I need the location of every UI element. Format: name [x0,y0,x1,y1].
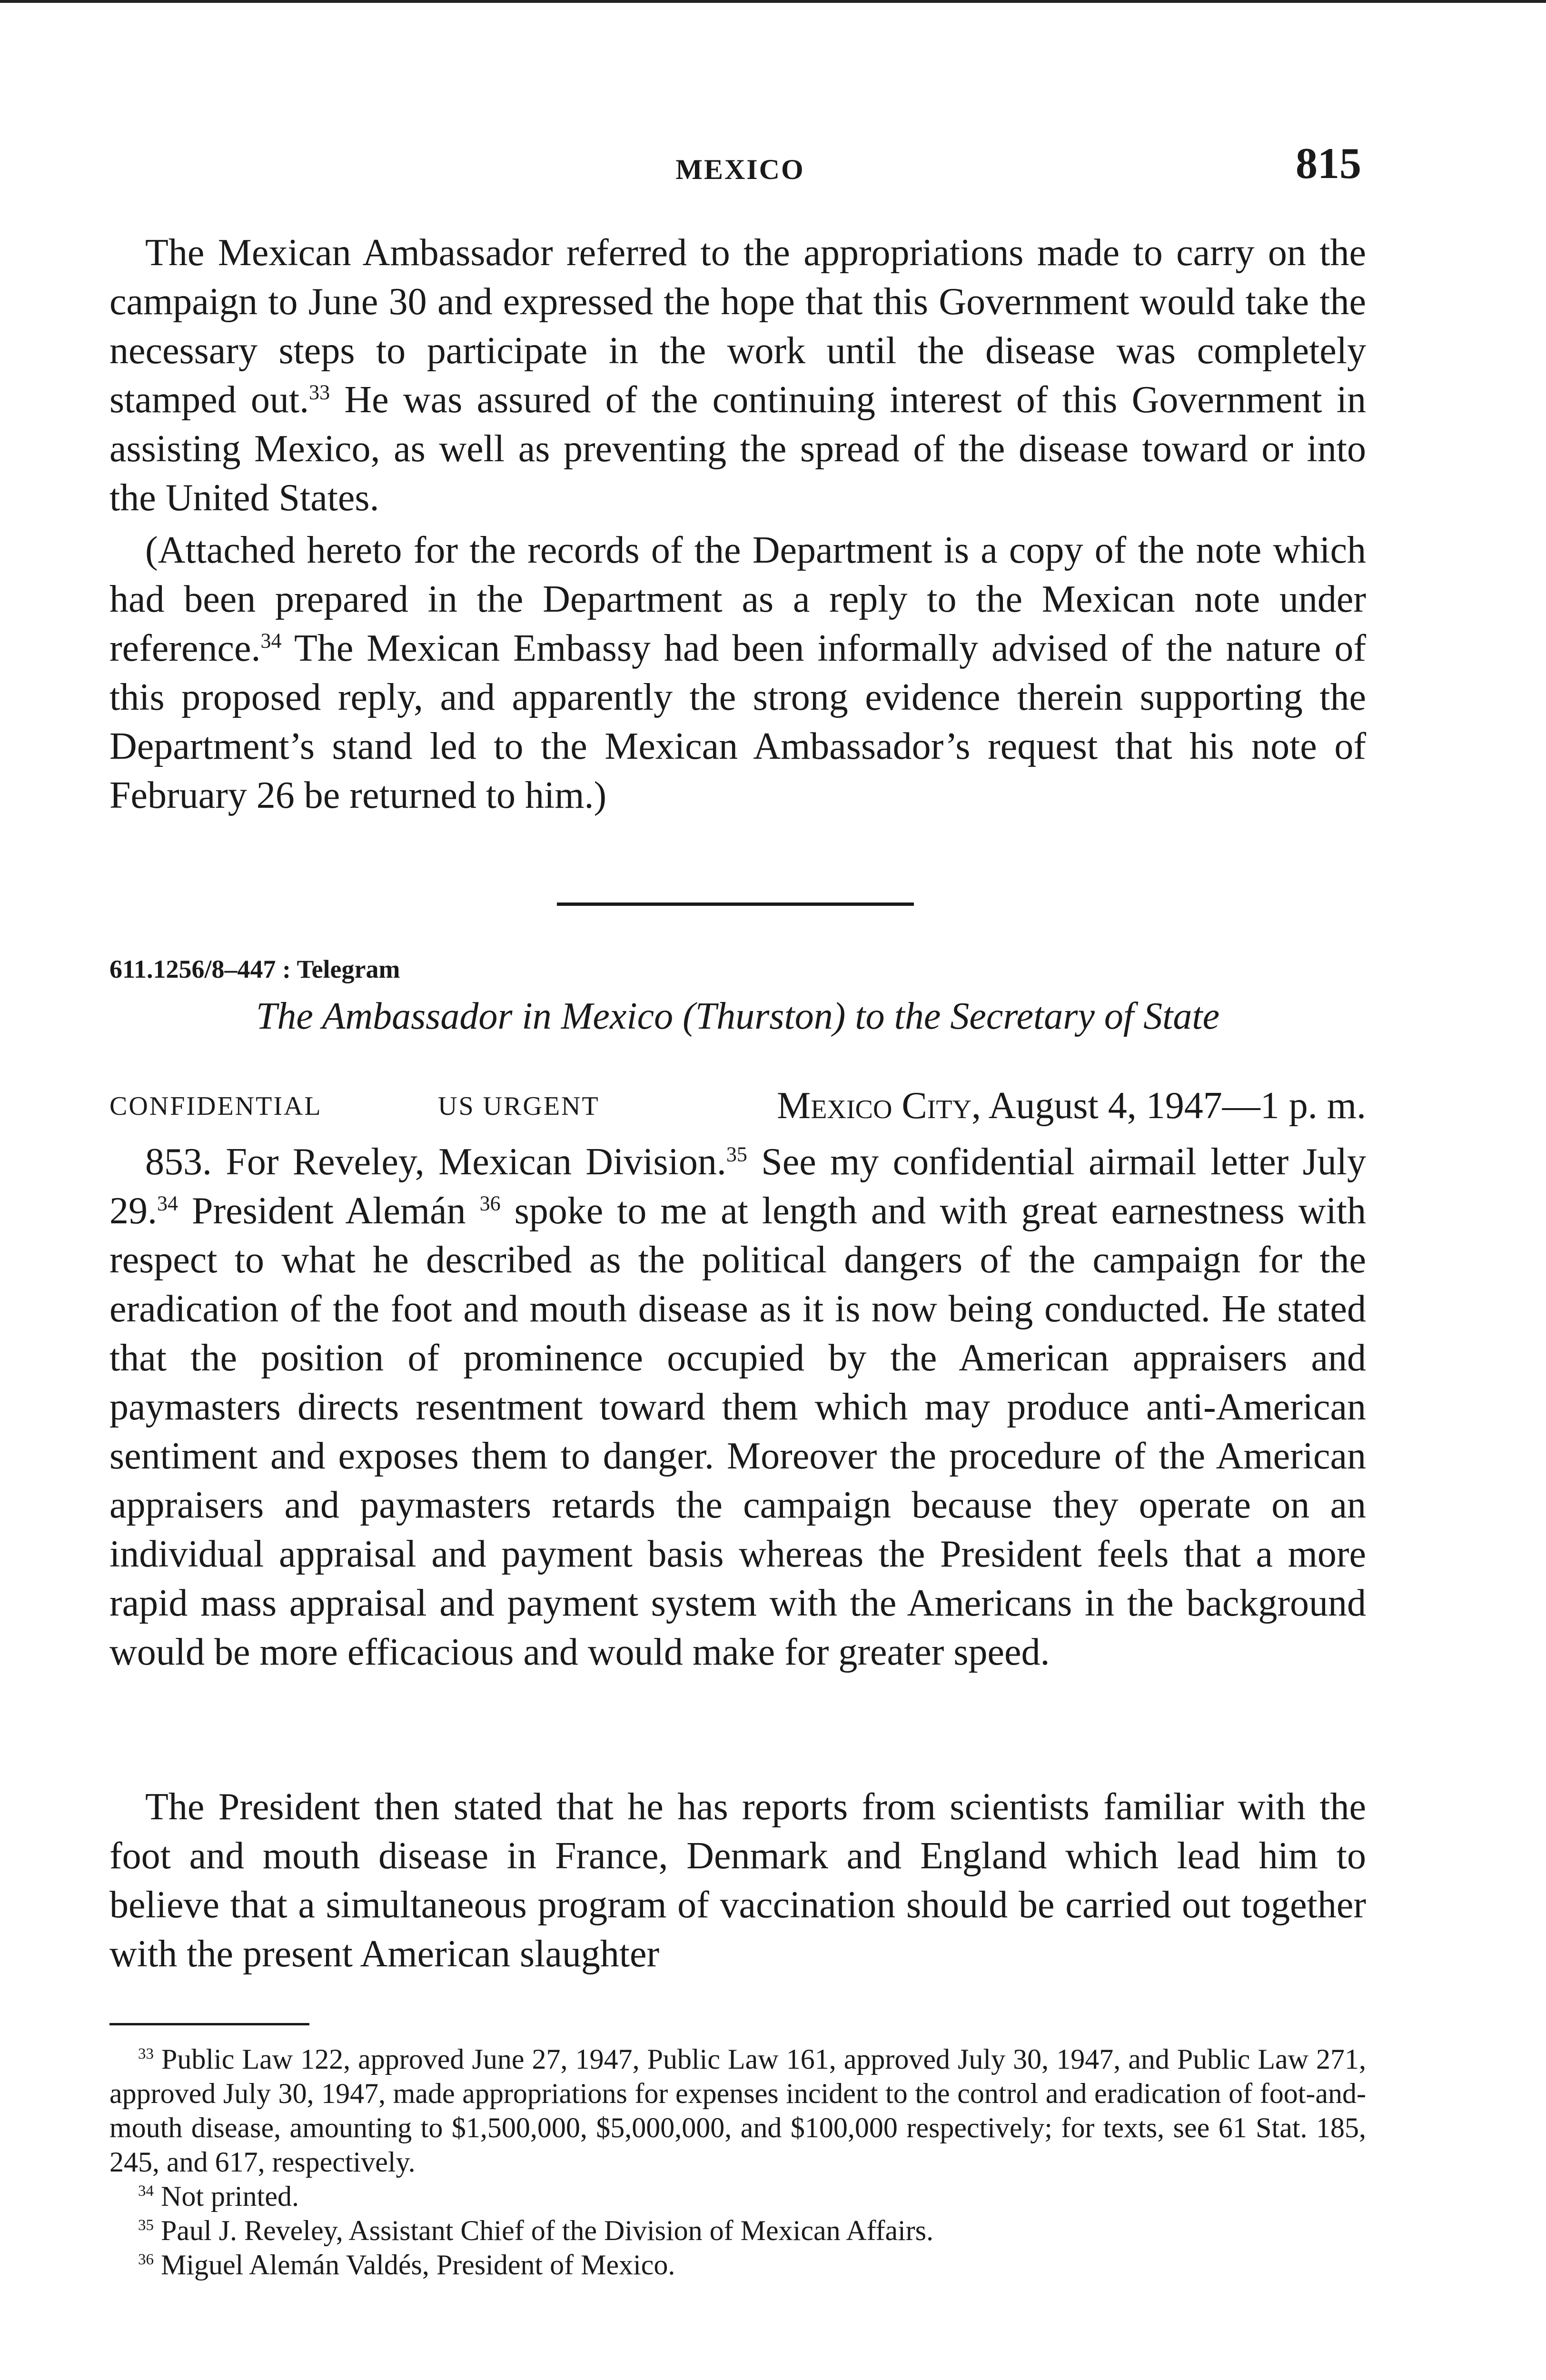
footnote-text: Paul J. Reveley, Assistant Chief of the Division of Mexican Affairs. [154,2215,934,2246]
paragraph-text: The Mexican Embassy had been informally advised of the nature of this proposed reply, and apparently the strong evidence therein supporting the Department’s stand led to the Mexican Ambassador’s request that his note of February 26 be returned to him.) [109,627,1366,816]
body-paragraph-1 [109,228,1366,523]
telegram-paragraph-2: The President then stated that he has reports from scientists familiar with the foot and mouth disease in France, Denmark and England which lead him to believe that a simultaneous program of vaccination should be carried out together with the present American slaughter [109,1786,1366,1975]
place-date [777,1084,1366,1128]
place-name: Mexico City [777,1085,972,1127]
footnote-marker: 33 [138,2045,154,2063]
footnote-ref-34: 34 [260,629,282,653]
footnote-ref-36: 36 [479,1191,501,1215]
footnote-35 [109,2213,1366,2248]
footnote-34 [109,2179,1366,2213]
running-title: MEXICO [675,154,805,185]
telegram-date: , August 4, 1947—1 p. m. [971,1085,1366,1127]
footnote-33 [109,2042,1366,2179]
footnote-text: Not printed. [154,2181,299,2212]
paragraph-text: See my confidential airmail letter July 29. [109,1141,1367,1232]
footnote-ref-33: 33 [309,380,330,404]
classification-label: CONFIDENTIAL [109,1091,322,1121]
footnote-marker: 35 [138,2217,154,2234]
footnote-text: Public Law 122, approved June 27, 1947, Public Law 161, approved July 30, 1947, and Public Law 271, approved July 30, 1947, made appropriations for expenses incident to the control and eradication of foot-and-mouth disease, amounting to $1,500,000, $5,000,000, and $100,000 respectively; for texts, see 61 Stat. 185, 245, and 617, respectively. [109,2043,1366,2178]
footnote-marker: 34 [138,2182,154,2200]
paragraph-text: 853. For Reveley, Mexican Division. [145,1141,726,1183]
dateline [109,1084,1366,1132]
telegram-paragraph-1 [109,1138,1366,1677]
footnote-36 [109,2248,1366,2282]
body-paragraph-2 [109,526,1366,820]
running-head [109,138,1371,190]
paragraph-text: He was assured of the continuing interest of this Government in assisting Mexico, as well as preventing the spread of the disease toward or into the United States. [109,379,1366,519]
top-edge-rule [0,0,1546,3]
paragraph-text: spoke to me at length and with great earnestness with respect to what he described as the political dangers of the campaign for the eradication of the foot and mouth disease as it is now being conducted. He stated that the position of prominence occupied by the American appraisers and paymasters directs resentment toward them which may produce anti-American sentiment and exposes them to danger. Moreover the procedure of the American appraisers and paymasters retards the campaign because they operate on an individual appraisal and payment basis whereas the President feels that a more rapid mass appraisal and payment system with the Americans in the background would be more efficacious and would make for greater speed. [109,1190,1366,1673]
footnote-marker: 36 [138,2251,154,2268]
section-divider [557,902,914,906]
priority-label: US URGENT [438,1091,600,1121]
footnote-rule [109,2023,309,2025]
footnote-ref-34: 34 [157,1191,178,1215]
file-number: 611.1256/8–447 : Telegram [109,955,400,983]
paragraph-text: President Alemán [178,1190,480,1232]
paragraph-text: (Attached hereto for the records of the Department is a copy of the note which had been prepared in the Department as a reply to the Mexican note under reference. [109,529,1366,669]
document-title: The Ambassador in Mexico (Thurston) to the Secretary of State [256,995,1220,1037]
footnote-ref-35: 35 [726,1142,747,1166]
paragraph-text: The Mexican Ambassador referred to the appropriations made to carry on the campaign to June 30 and expressed the hope that this Government would take the necessary steps to participate in the work until the disease was completely stamped out. [109,232,1366,421]
footnote-text: Miguel Alemán Valdés, President of Mexico. [154,2249,675,2281]
page-number: 815 [1296,139,1361,188]
footnotes [109,2042,1366,2282]
